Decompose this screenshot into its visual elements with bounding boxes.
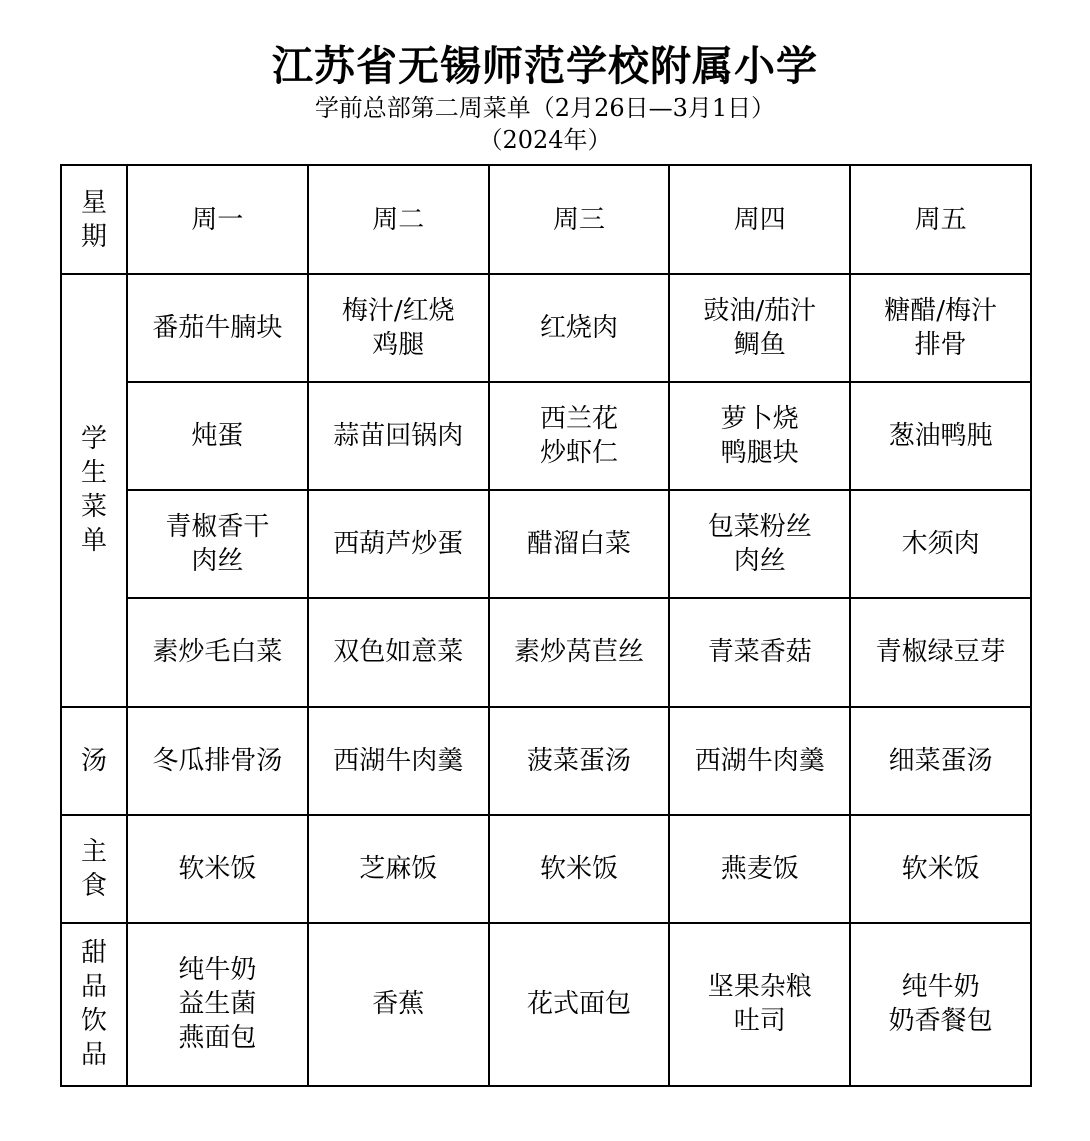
dish-text: 素炒毛白菜 <box>152 637 283 668</box>
menu-cell <box>669 598 850 706</box>
dish-text: 醋溜白菜 <box>526 529 631 560</box>
menu-cell <box>127 923 308 1086</box>
dish-text: 西葫芦炒蛋 <box>333 529 464 560</box>
menu-cell <box>489 598 670 706</box>
table-row <box>61 707 1031 815</box>
menu-cell <box>489 490 670 598</box>
dish-text: 冬瓜排骨汤 <box>152 745 283 776</box>
menu-cell <box>308 923 489 1086</box>
table-row <box>61 490 1031 598</box>
menu-cell <box>489 707 670 815</box>
dish-text: 葱油鸭肫 <box>888 421 993 452</box>
dish-text: 豉油/茄汁 鲷鱼 <box>703 296 817 361</box>
menu-cell <box>489 815 670 923</box>
menu-cell <box>308 490 489 598</box>
dish-text: 番茄牛腩块 <box>152 313 283 344</box>
section-label-dessert-drink <box>61 923 127 1086</box>
menu-cell <box>850 274 1031 382</box>
table-row <box>61 382 1031 490</box>
dish-text: 糖醋/梅汁 排骨 <box>884 296 997 361</box>
menu-cell <box>127 274 308 382</box>
section-label-text: 甜品饮品 <box>81 938 108 1071</box>
section-label-staple <box>61 815 127 923</box>
menu-cell <box>669 274 850 382</box>
dish-text: 香蕉 <box>372 989 425 1020</box>
menu-cell <box>850 815 1031 923</box>
menu-cell <box>850 490 1031 598</box>
dish-text: 青椒绿豆芽 <box>875 637 1006 668</box>
header-row <box>61 165 1031 274</box>
day-header: 周四 <box>669 165 850 274</box>
section-label-soup <box>61 707 127 815</box>
dish-text: 萝卜烧 鸭腿块 <box>720 404 799 469</box>
menu-table <box>60 164 1032 1087</box>
menu-cell <box>850 598 1031 706</box>
menu-cell <box>127 707 308 815</box>
menu-cell <box>127 815 308 923</box>
section-label-text: 学生菜单 <box>81 424 108 557</box>
dish-text: 软米饭 <box>539 853 618 884</box>
table-row <box>61 598 1031 706</box>
section-label-student-menu <box>61 274 127 706</box>
section-label-text: 主食 <box>81 836 108 901</box>
dish-text: 软米饭 <box>901 853 980 884</box>
table-row <box>61 274 1031 382</box>
menu-cell <box>669 382 850 490</box>
dish-text: 西湖牛肉羹 <box>694 745 825 776</box>
dish-text: 纯牛奶 益生菌 燕面包 <box>178 955 257 1054</box>
dish-text: 梅汁/红烧 鸡腿 <box>341 296 455 361</box>
menu-cell <box>127 382 308 490</box>
menu-cell <box>850 707 1031 815</box>
menu-cell <box>308 382 489 490</box>
dish-text: 细菜蛋汤 <box>888 745 993 776</box>
table-row <box>61 923 1031 1086</box>
menu-cell <box>127 598 308 706</box>
menu-cell <box>308 598 489 706</box>
dish-text: 素炒莴苣丝 <box>513 637 644 668</box>
dish-text: 木须肉 <box>901 529 980 560</box>
corner-label: 星期 <box>81 187 108 252</box>
dish-text: 花式面包 <box>526 989 631 1020</box>
dish-text: 包菜粉丝 肉丝 <box>707 512 812 577</box>
section-label-text: 汤 <box>81 745 108 776</box>
page-title: 江苏省无锡师范学校附属小学 <box>272 42 818 90</box>
menu-cell <box>489 274 670 382</box>
dish-text: 坚果杂粮 吐司 <box>707 972 812 1037</box>
menu-cell <box>308 274 489 382</box>
dish-text: 燕麦饭 <box>720 853 799 884</box>
day-header: 周二 <box>308 165 489 274</box>
dish-text: 炖蛋 <box>191 421 244 452</box>
day-header: 周三 <box>489 165 670 274</box>
menu-cell <box>308 707 489 815</box>
day-header: 周五 <box>850 165 1031 274</box>
menu-cell <box>850 382 1031 490</box>
table-row <box>61 815 1031 923</box>
dish-text: 芝麻饭 <box>359 853 438 884</box>
menu-year: （2024年） <box>478 126 612 154</box>
menu-cell <box>669 923 850 1086</box>
dish-text: 红烧肉 <box>539 313 618 344</box>
dish-text: 软米饭 <box>178 853 257 884</box>
menu-cell <box>669 707 850 815</box>
dish-text: 青椒香干 肉丝 <box>165 512 270 577</box>
dish-text: 青菜香菇 <box>707 637 812 668</box>
corner-cell <box>61 165 127 274</box>
dish-text: 纯牛奶 奶香餐包 <box>888 972 993 1037</box>
menu-subtitle: 学前总部第二周菜单（2月26日—3月1日） <box>314 94 776 122</box>
dish-text: 西兰花 炒虾仁 <box>539 404 618 469</box>
menu-cell <box>850 923 1031 1086</box>
day-header: 周一 <box>127 165 308 274</box>
menu-cell <box>308 815 489 923</box>
menu-cell <box>669 815 850 923</box>
menu-cell <box>489 382 670 490</box>
dish-text: 蒜苗回锅肉 <box>333 421 464 452</box>
menu-cell <box>489 923 670 1086</box>
dish-text: 西湖牛肉羹 <box>333 745 464 776</box>
menu-cell <box>669 490 850 598</box>
dish-text: 菠菜蛋汤 <box>526 745 631 776</box>
menu-cell <box>127 490 308 598</box>
dish-text: 双色如意菜 <box>333 637 464 668</box>
